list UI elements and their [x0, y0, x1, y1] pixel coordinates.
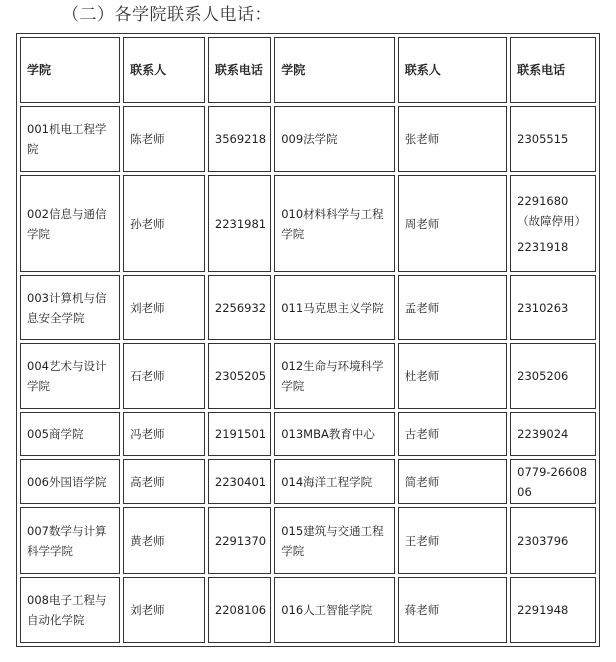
college-name: 013MBA教育中心 — [274, 412, 395, 456]
contact-phone: 2310263 — [510, 275, 596, 340]
contact-phone: 2208106 — [208, 577, 271, 643]
table-row — [20, 343, 596, 409]
contact-person: 蒋老师 — [398, 577, 507, 643]
college-name: 016人工智能学院 — [274, 577, 395, 643]
college-name: 009法学院 — [274, 106, 395, 172]
contact-phone: 0779-2660806 — [510, 459, 596, 504]
section-title: （二）各学院联系人电话： — [62, 5, 272, 25]
table-row — [20, 275, 596, 340]
contact-phone: 2231981 — [208, 175, 271, 272]
header-contact: 联系人 — [123, 37, 205, 103]
contact-phone: 2305206 — [510, 343, 596, 409]
contact-phone-secondary: 2231918 — [517, 239, 569, 254]
contact-person: 刘老师 — [123, 275, 205, 340]
contact-person: 杜老师 — [398, 343, 507, 409]
college-name: 003计算机与信息安全学院 — [20, 275, 120, 340]
header-phone: 联系电话 — [208, 37, 271, 103]
contact-phone: 2256932 — [208, 275, 271, 340]
college-name: 011马克思主义学院 — [274, 275, 395, 340]
contact-phone: 3569218 — [208, 106, 271, 172]
table-header-row — [20, 37, 596, 103]
contact-phone: 2291948 — [510, 577, 596, 643]
table-row — [20, 412, 596, 456]
contact-phone: 2305205 — [208, 343, 271, 409]
contact-phone-multi — [510, 175, 596, 272]
table-row — [20, 459, 596, 504]
header-contact: 联系人 — [398, 37, 507, 103]
contact-person: 孙老师 — [123, 175, 205, 272]
contact-person: 冯老师 — [123, 412, 205, 456]
college-name: 005商学院 — [20, 412, 120, 456]
table-row — [20, 577, 596, 643]
contact-person: 简老师 — [398, 459, 507, 504]
college-name: 006外国语学院 — [20, 459, 120, 504]
contact-person: 孟老师 — [398, 275, 507, 340]
contact-person: 黄老师 — [123, 507, 205, 574]
contact-person: 古老师 — [398, 412, 507, 456]
contact-phone: 2230401 — [208, 459, 271, 504]
contact-phone: 2305515 — [510, 106, 596, 172]
contact-phone: 2303796 — [510, 507, 596, 574]
contact-phone: 2291370 — [208, 507, 271, 574]
college-name: 001机电工程学院 — [20, 106, 120, 172]
college-name: 015建筑与交通工程学院 — [274, 507, 395, 574]
college-contacts-table — [16, 33, 600, 647]
college-name: 012生命与环境科学学院 — [274, 343, 395, 409]
college-name: 002信息与通信学院 — [20, 175, 120, 272]
college-name: 010材料科学与工程学院 — [274, 175, 395, 272]
contact-person: 高老师 — [123, 459, 205, 504]
contact-person: 张老师 — [398, 106, 507, 172]
header-college: 学院 — [274, 37, 395, 103]
contact-person: 陈老师 — [123, 106, 205, 172]
contact-phone-primary: 2291680（故障停用） — [517, 193, 587, 228]
contact-person: 王老师 — [398, 507, 507, 574]
college-name: 007数学与计算科学学院 — [20, 507, 120, 574]
college-name: 014海洋工程学院 — [274, 459, 395, 504]
header-phone: 联系电话 — [510, 37, 596, 103]
contact-phone: 2239024 — [510, 412, 596, 456]
table-row — [20, 106, 596, 172]
contact-person: 石老师 — [123, 343, 205, 409]
table-row — [20, 507, 596, 574]
contact-phone: 2191501 — [208, 412, 271, 456]
table-row — [20, 175, 596, 272]
header-college: 学院 — [20, 37, 120, 103]
college-name: 004艺术与设计学院 — [20, 343, 120, 409]
contact-person: 刘老师 — [123, 577, 205, 643]
contact-person: 周老师 — [398, 175, 507, 272]
college-name: 008电子工程与自动化学院 — [20, 577, 120, 643]
